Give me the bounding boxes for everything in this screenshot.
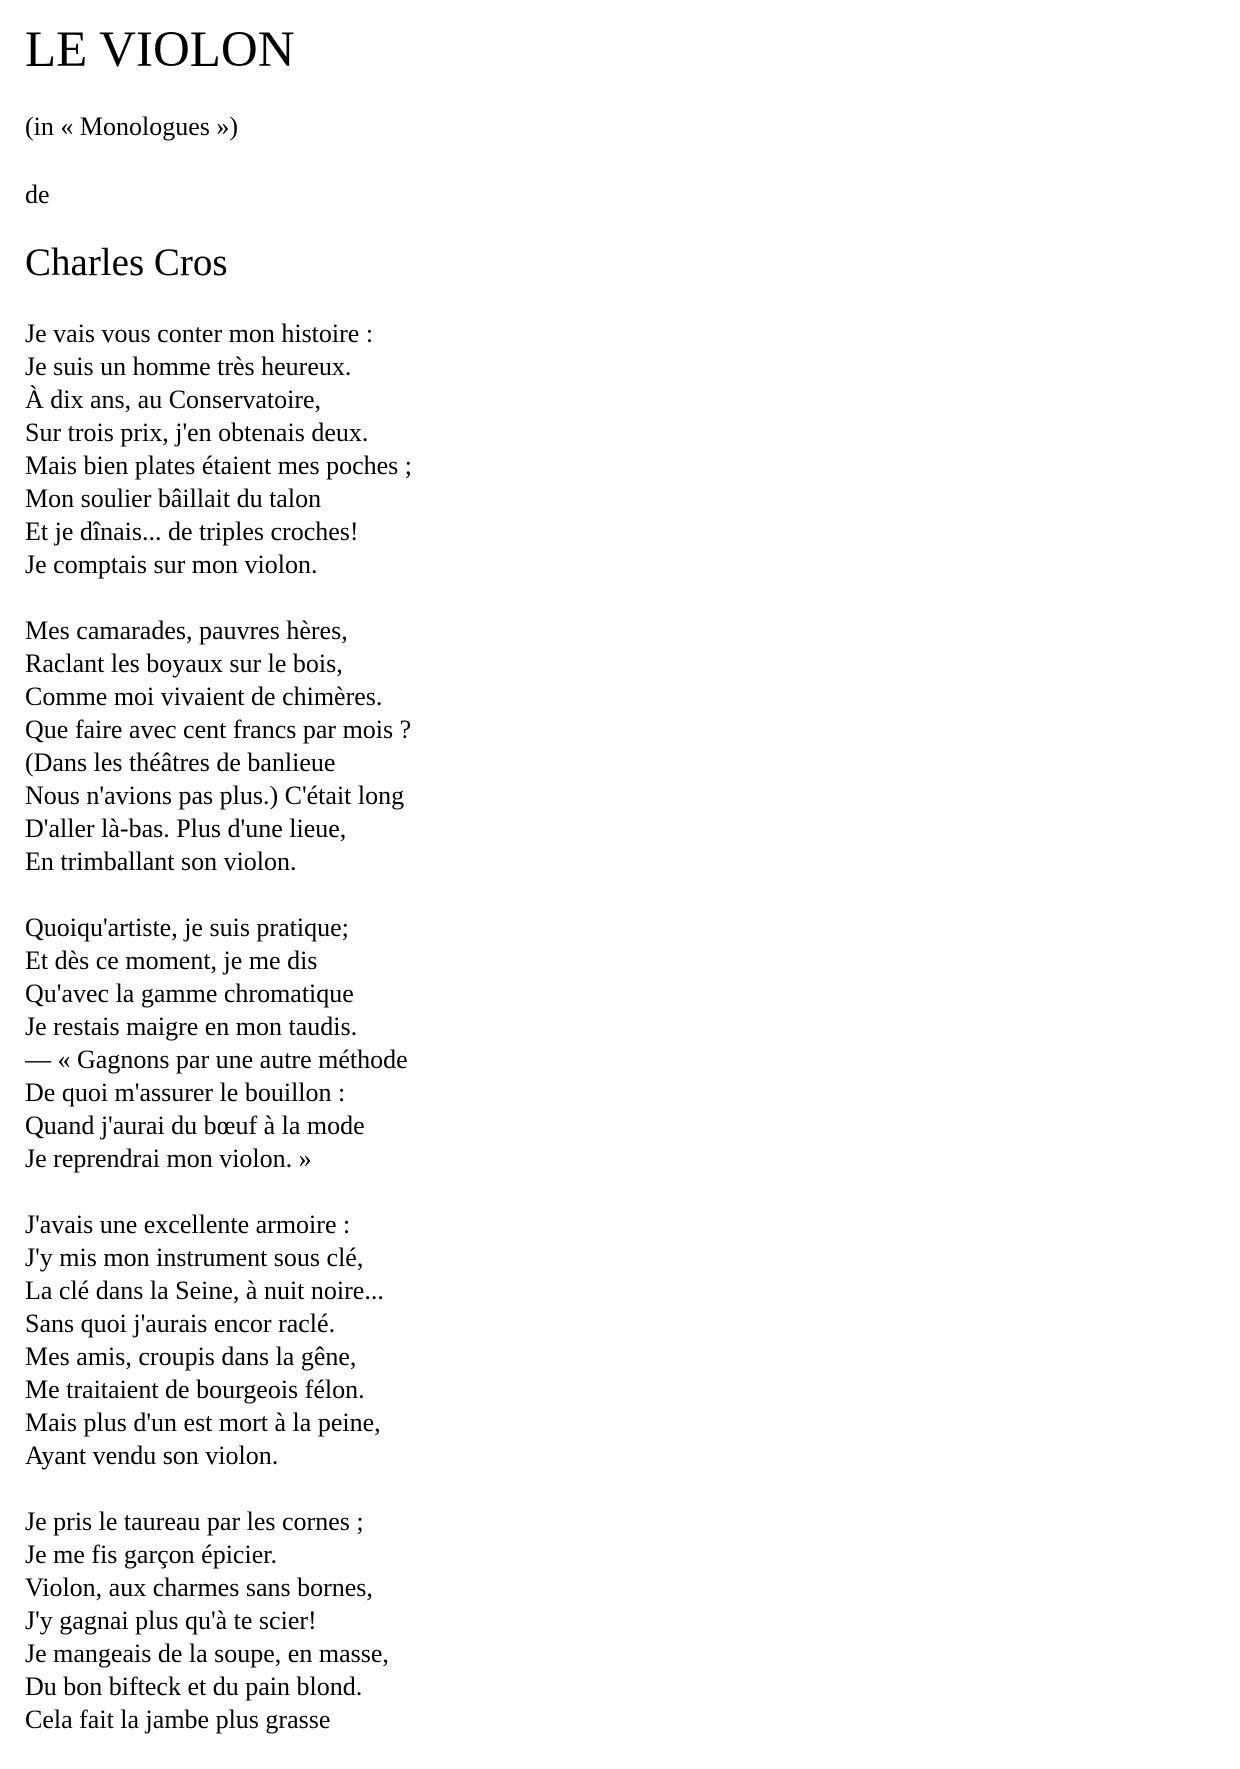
poem-line: Me traitaient de bourgeois félon.	[25, 1375, 365, 1404]
author-name: Charles Cros	[25, 241, 228, 284]
poem-line: Ayant vendu son violon.	[25, 1441, 279, 1470]
poem-line: Je vais vous conter mon histoire :	[25, 319, 374, 348]
poem-line: Violon, aux charmes sans bornes,	[25, 1573, 373, 1602]
poem-line: Et je dînais... de triples croches!	[25, 517, 359, 546]
poem-line: Sans quoi j'aurais encor raclé.	[25, 1309, 336, 1338]
stanza	[25, 911, 412, 1175]
poem-line: Nous n'avions pas plus.) C'était long	[25, 781, 405, 810]
poem-line: (Dans les théâtres de banlieue	[25, 748, 336, 777]
poem-line: Quand j'aurai du bœuf à la mode	[25, 1111, 365, 1140]
poem-line: Mon soulier bâillait du talon	[25, 484, 322, 513]
poem-subtitle: (in « Monologues »)	[25, 112, 239, 141]
stanza	[25, 1208, 412, 1472]
poem-line: Mes amis, croupis dans la gêne,	[25, 1342, 357, 1371]
stanza	[25, 614, 412, 878]
poem-line: Mais plus d'un est mort à la peine,	[25, 1408, 381, 1437]
poem-line: Je restais maigre en mon taudis.	[25, 1012, 358, 1041]
poem-line: De quoi m'assurer le bouillon :	[25, 1078, 346, 1107]
poem-line: Mais bien plates étaient mes poches ;	[25, 451, 413, 480]
poem-body	[25, 317, 412, 1769]
poem-line: J'y gagnai plus qu'à te scier!	[25, 1606, 317, 1635]
poem-line: Je pris le taureau par les cornes ;	[25, 1507, 364, 1536]
stanza	[25, 317, 412, 581]
poem-line: Je reprendrai mon violon. »	[25, 1144, 312, 1173]
author-preposition: de	[25, 180, 50, 209]
poem-line: Comme moi vivaient de chimères.	[25, 682, 383, 711]
poem-line: Raclant les boyaux sur le bois,	[25, 649, 343, 678]
poem-title: LE VIOLON	[25, 22, 295, 78]
poem-line: La clé dans la Seine, à nuit noire...	[25, 1276, 384, 1305]
poem-line: Que faire avec cent francs par mois ?	[25, 715, 412, 744]
poem-line: Sur trois prix, j'en obtenais deux.	[25, 418, 369, 447]
poem-line: À dix ans, au Conservatoire,	[25, 385, 322, 414]
poem-line: En trimballant son violon.	[25, 847, 297, 876]
poem-line: J'avais une excellente armoire :	[25, 1210, 351, 1239]
poem-line: — « Gagnons par une autre méthode	[25, 1045, 408, 1074]
poem-line: Je me fis garçon épicier.	[25, 1540, 277, 1569]
poem-line: Cela fait la jambe plus grasse	[25, 1705, 331, 1734]
poem-line: Quoiqu'artiste, je suis pratique;	[25, 913, 349, 942]
poem-line: D'aller là-bas. Plus d'une lieue,	[25, 814, 347, 843]
poem-line: Mes camarades, pauvres hères,	[25, 616, 348, 645]
poem-line: Je suis un homme très heureux.	[25, 352, 352, 381]
stanza	[25, 1505, 412, 1736]
poem-line: Je comptais sur mon violon.	[25, 550, 318, 579]
poem-line: Du bon bifteck et du pain blond.	[25, 1672, 363, 1701]
poem-line: Et dès ce moment, je me dis	[25, 946, 318, 975]
poem-line: Qu'avec la gamme chromatique	[25, 979, 354, 1008]
poem-line: J'y mis mon instrument sous clé,	[25, 1243, 364, 1272]
poem-line: Je mangeais de la soupe, en masse,	[25, 1639, 389, 1668]
